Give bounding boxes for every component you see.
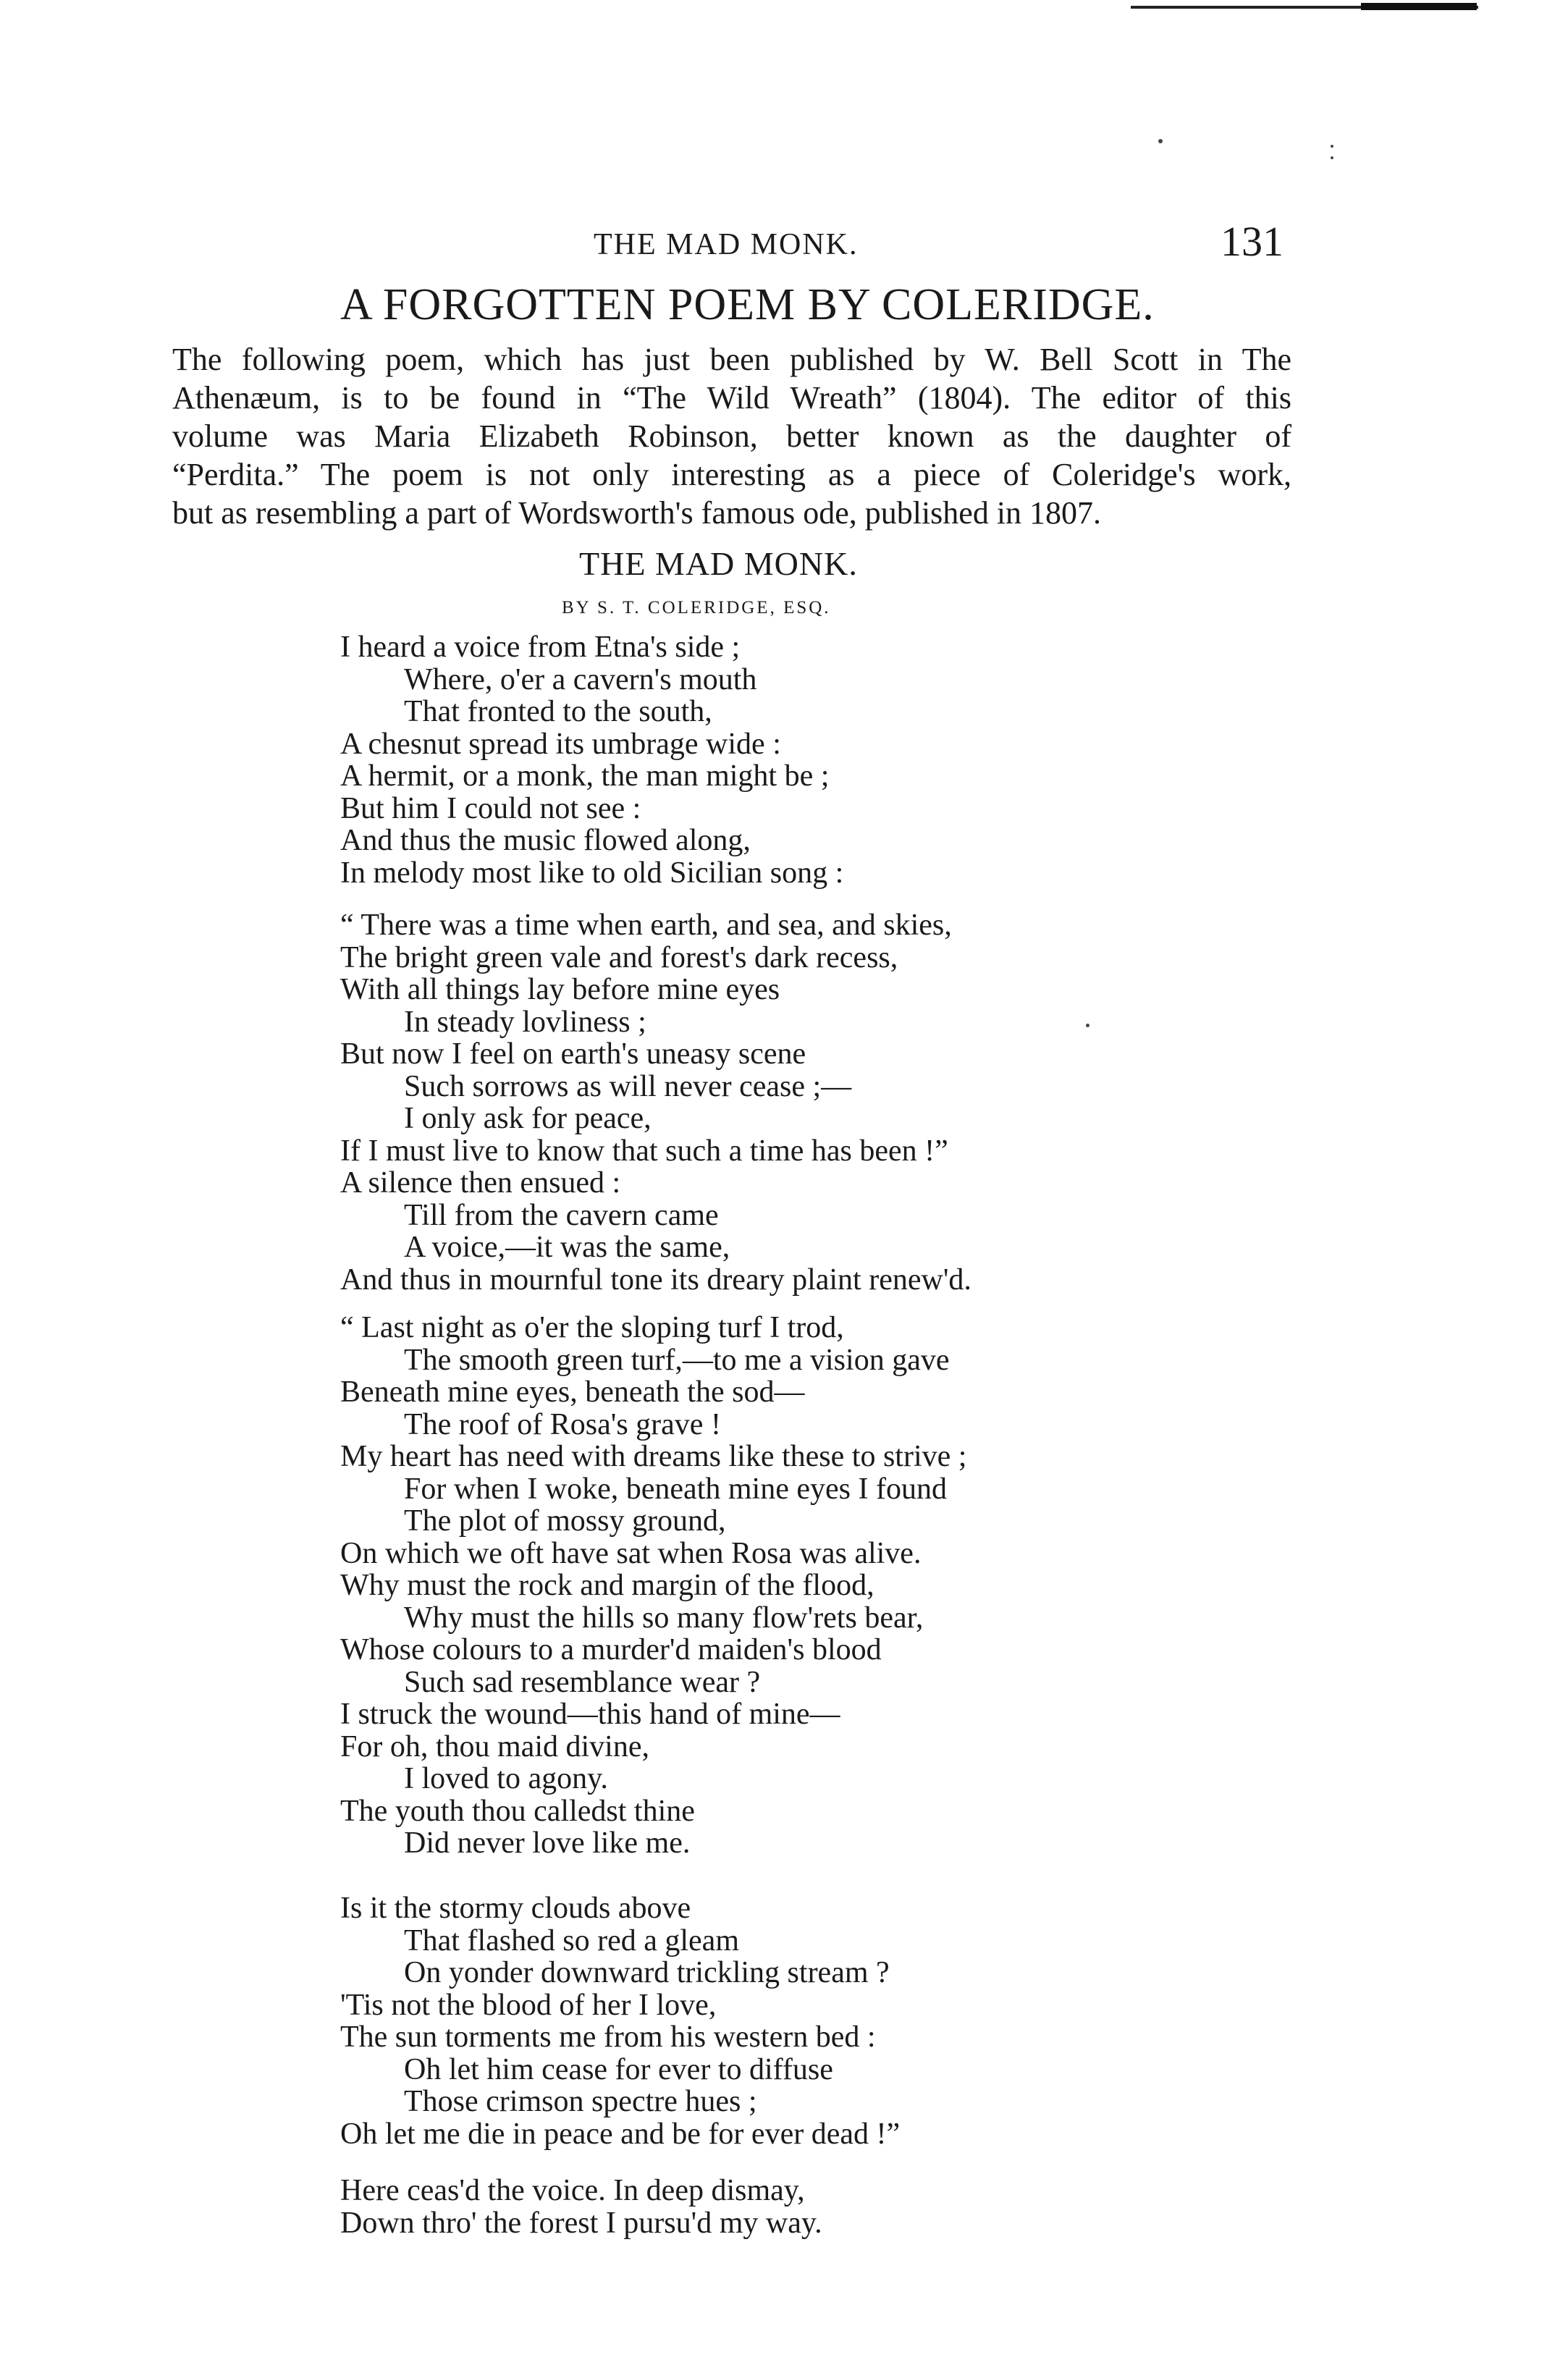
page-speck [1158, 139, 1163, 143]
page-number: 131 [1221, 218, 1284, 265]
poem-line: A voice,—it was the same, [404, 1231, 730, 1264]
poem-line: And thus in mournful tone its dreary plaint renew'd. [340, 1263, 971, 1297]
poem-line: Down thro' the forest I pursu'd my way. [340, 2206, 822, 2240]
intro-line: “Perdita.” The poem is not only interesting as a piece of Coleridge's work, [172, 457, 1291, 492]
poem-line: That flashed so red a gleam [404, 1923, 739, 1957]
intro-line: The following poem, which has just been published by W. Bell Scott in The [172, 342, 1291, 377]
poem-line: And thus the music flowed along, [340, 824, 751, 857]
page-speck [1331, 156, 1333, 159]
poem-line: Whose colours to a murder'd maiden's blood [340, 1633, 882, 1666]
poem-line: The bright green vale and forest's dark recess, [340, 940, 898, 974]
poem-line: Beneath mine eyes, beneath the sod— [340, 1375, 805, 1409]
poem-line: A chesnut spread its umbrage wide : [340, 727, 781, 761]
poem-line: Did never love like me. [404, 1826, 691, 1860]
poem-line: The smooth green turf,—to me a vision gave [404, 1343, 950, 1377]
top-rule-heavy [1361, 3, 1477, 10]
poem-line: That fronted to the south, [404, 695, 712, 728]
stanza [340, 1892, 900, 2150]
poem-line: On which we oft have sat when Rosa was alive. [340, 1536, 922, 1570]
poem-line: But him I could not see : [340, 791, 641, 825]
poem-line: Why must the rock and margin of the flood, [340, 1569, 874, 1602]
poem-line: A hermit, or a monk, the man might be ; [340, 759, 830, 793]
poem-line: I loved to agony. [404, 1762, 608, 1795]
poem-line: Oh let me die in peace and be for ever dead !” [340, 2117, 901, 2151]
poem-line: If I must live to know that such a time has been !” [340, 1134, 948, 1168]
intro-line: but as resembling a part of Wordsworth's famous ode, published in 1807. [172, 495, 1102, 531]
poem-line: I struck the wound—this hand of mine— [340, 1698, 840, 1731]
poem-line: Till from the cavern came [404, 1198, 719, 1232]
running-head: THE MAD MONK. [594, 228, 859, 261]
poem-line: Here ceas'd the voice. In deep dismay, [340, 2174, 805, 2207]
poem-line: In steady lovliness ; [404, 1005, 646, 1039]
poem-title: THE MAD MONK. [579, 545, 858, 582]
poem-line: But now I feel on earth's uneasy scene [340, 1037, 806, 1071]
poem-line: 'Tis not the blood of her I love, [340, 1988, 717, 2022]
poem-line: The plot of mossy ground, [404, 1504, 726, 1538]
poem-line: I heard a voice from Etna's side ; [340, 631, 741, 664]
poem-line: “ Last night as o'er the sloping turf I trod, [340, 1311, 844, 1344]
poem-line: Is it the stormy clouds above [340, 1892, 691, 1925]
stanza [340, 631, 843, 889]
poem-line: “ There was a time when earth, and sea, and skies, [340, 909, 952, 942]
poem-line: Oh let him cease for ever to diffuse [404, 2052, 833, 2086]
stanza [340, 2175, 822, 2239]
intro-paragraph [172, 340, 1291, 532]
article-title: A FORGOTTEN POEM BY COLERIDGE. [340, 280, 1155, 329]
poem-line: For oh, thou maid divine, [340, 1729, 649, 1763]
poem-line: With all things lay before mine eyes [340, 973, 780, 1006]
poem-line: My heart has need with dreams like these to strive ; [340, 1440, 967, 1473]
intro-line: Athenæum, is to be found in “The Wild Wreath” (1804). The editor of this [172, 380, 1291, 416]
poem-line: On yonder downward trickling stream ? [404, 1956, 890, 1989]
poem-line: Why must the hills so many flow'rets bear, [404, 1601, 924, 1635]
poem-line: I only ask for peace, [404, 1102, 652, 1135]
poem-line: Those crimson spectre hues ; [404, 2085, 757, 2118]
poem-line: Such sorrows as will never cease ;— [404, 1069, 852, 1103]
stanza [340, 1312, 966, 1860]
poem-line: In melody most like to old Sicilian song : [340, 856, 844, 890]
poem-line: Such sad resemblance wear ? [404, 1665, 761, 1699]
poem-line: The youth thou calledst thine [340, 1794, 695, 1828]
poem-line: The sun torments me from his western bed : [340, 2020, 876, 2054]
poem-line: Where, o'er a cavern's mouth [404, 662, 757, 696]
poem-line: The roof of Rosa's grave ! [404, 1407, 721, 1441]
page-speck [1086, 1024, 1089, 1027]
poem-byline: BY S. T. COLERIDGE, ESQ. [562, 598, 831, 618]
stanza [340, 909, 971, 1296]
poem-line: For when I woke, beneath mine eyes I found [404, 1472, 947, 1506]
page-speck [1331, 145, 1333, 148]
poem-line: A silence then ensued : [340, 1166, 621, 1200]
intro-line: volume was Maria Elizabeth Robinson, better known as the daughter of [172, 418, 1291, 454]
